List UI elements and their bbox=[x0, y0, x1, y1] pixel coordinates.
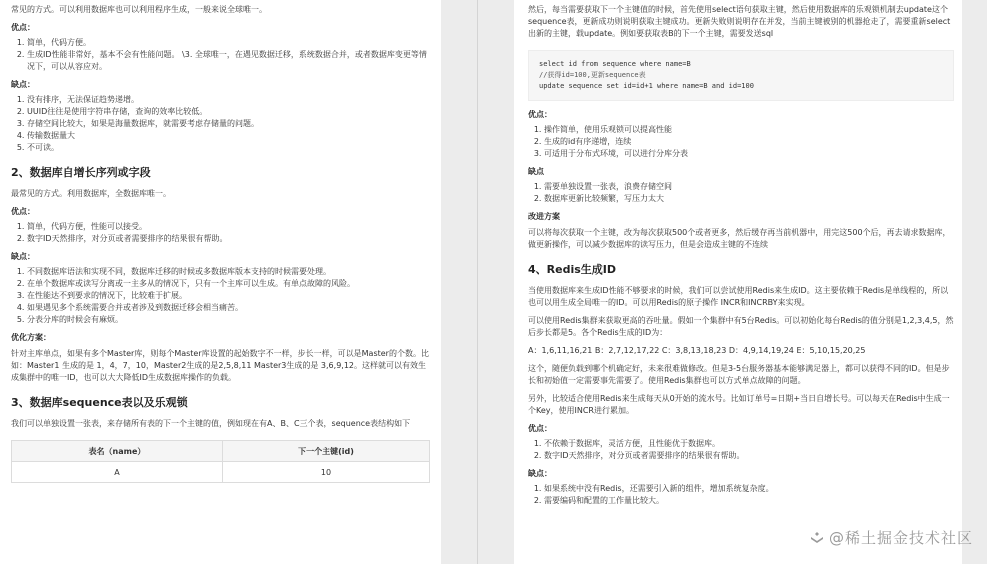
paragraph: 可以将每次获取一个主键，改为每次获取500个或者更多，然后缓存再当前机器中，用完这500个后，再去请求数据库，做更新操作，可以减少数据库的读写压力，但是会造成主键的不连续 bbox=[528, 228, 951, 249]
advantages-label: 优点： bbox=[11, 23, 35, 32]
table-cell: A bbox=[12, 462, 223, 483]
list-item: 1. 不依赖于数据库，灵活方便，且性能优于数据库。 bbox=[544, 438, 954, 450]
paragraph: 另外，比较适合使用Redis来生成每天从0开始的流水号。比如订单号=日期+当日自增长号。可以每天在Redis中生成一个Key，使用INCR进行累加。 bbox=[528, 394, 950, 415]
disadvantages-list bbox=[11, 94, 433, 154]
improvement-label: 改进方案 bbox=[528, 212, 560, 221]
advantages-label: 优点： bbox=[528, 424, 552, 433]
document-page-left bbox=[0, 0, 441, 564]
document-page-right bbox=[514, 0, 962, 564]
paragraph: 常见的方式。可以利用数据库也可以利用程序生成，一般来说全球唯一。 bbox=[11, 5, 267, 14]
list-item: 2. 生成的id有序递增，连续 bbox=[544, 136, 954, 148]
list-item: 5. 不可读。 bbox=[27, 142, 433, 154]
disadvantages-list bbox=[528, 483, 954, 507]
list-item: 2. 生成ID性能非常好，基本不会有性能问题。 \3. 全球唯一，在遇见数据迁移，系统数据合并，或者数据库变更等情况下，可以从容应对。 bbox=[27, 49, 433, 73]
list-item: 4. 如果遇见多个系统需要合并或者涉及到数据迁移会相当痛苦。 bbox=[27, 302, 433, 314]
paragraph: 最常见的方式。利用数据库，全数据库唯一。 bbox=[11, 189, 171, 198]
advantages-list bbox=[528, 438, 954, 462]
list-item: 3. 可适用于分布式环境，可以进行分库分表 bbox=[544, 148, 954, 160]
optimization-label: 优化方案： bbox=[11, 333, 51, 342]
disadvantages-label: 缺点： bbox=[11, 252, 35, 261]
advantages-label: 优点： bbox=[11, 207, 35, 216]
paragraph: 然后，每当需要获取下一个主键值的时候，首先使用select语句获取主键，然后使用数据库的乐观锁机制去update这个sequence表，更新成功则说明获取主键成功。更新失败则说明存在并发，当前主键被别的机器抢走了，需要重新select出新的主键，载update。例如要获取表B的下一个主键，需要发送sql bbox=[528, 5, 951, 38]
advantages-list bbox=[11, 221, 433, 245]
paragraph: 可以使用Redis集群来获取更高的吞吐量。假如一个集群中有5台Redis。可以初始化每台Redis的值分别是1,2,3,4,5，然后步长都是5。各个Redis生成的ID为： bbox=[528, 316, 954, 337]
paragraph: 这个，随便负载到哪个机确定好，未来很难做修改。但是3-5台服务器基本能够满足器上，都可以获得不同的ID。但是步长和初始值一定需要事先需要了。使用Redis集群也可以方式单点故障的问题。 bbox=[528, 364, 950, 385]
list-item: 2. 在单个数据库或读写分离或一主多从的情况下，只有一个主库可以生成。有单点故障的风险。 bbox=[27, 278, 433, 290]
list-item: 1. 需要单独设置一张表，浪费存储空间 bbox=[544, 181, 954, 193]
list-item: 4. 传输数据量大 bbox=[27, 130, 433, 142]
table-header-row bbox=[12, 441, 430, 462]
list-item: 1. 不同数据库语法和实现不同，数据库迁移的时候或多数据库版本支持的时候需要处理。 bbox=[27, 266, 433, 278]
list-item: 5. 分表分库的时候会有麻烦。 bbox=[27, 314, 433, 326]
disadvantages-list bbox=[11, 266, 433, 326]
list-item: 1. 没有排序，无法保证趋势递增。 bbox=[27, 94, 433, 106]
table-row bbox=[12, 462, 430, 483]
list-item: 1. 简单，代码方便，性能可以接受。 bbox=[27, 221, 433, 233]
list-item: 2. 数字ID天然排序，对分页或者需要排序的结果很有帮助。 bbox=[27, 233, 433, 245]
list-item: 1. 操作简单，使用乐观锁可以提高性能 bbox=[544, 124, 954, 136]
paragraph: 针对主库单点，如果有多个Master库，则每个Master库设置的起始数字不一样，步长一样，可以是Master的个数。比如：Master1 生成的是 1，4，7，10，Master2生成的是2,5,8,11 Master3生成的是 3,6,9,12。这样就可以有效生成集群中的唯一ID，也可以大大降低ID生成数据库操作的负载。 bbox=[11, 349, 429, 382]
watermark-text: @稀土掘金技术社区 bbox=[828, 529, 973, 547]
disadvantages-label: 缺点： bbox=[528, 469, 552, 478]
watermark bbox=[809, 527, 973, 548]
list-item: 2. 需要编码和配置的工作量比较大。 bbox=[544, 495, 954, 507]
disadvantages-list bbox=[528, 181, 954, 205]
table-header-cell: 表名（name） bbox=[12, 441, 223, 462]
paragraph: 我们可以单独设置一张表，来存储所有表的下一个主键的值，例如现在有A、B、C三个表，sequence表结构如下 bbox=[11, 419, 411, 428]
list-item: 1. 如果系统中没有Redis，还需要引入新的组件，增加系统复杂度。 bbox=[544, 483, 954, 495]
advantages-list bbox=[528, 124, 954, 160]
list-item: 3. 存储空间比较大，如果是海量数据库，就需要考虑存储量的问题。 bbox=[27, 118, 433, 130]
code-line: select id from sequence where name=B bbox=[539, 60, 691, 68]
code-comment: //获得id=100,更新sequence表 bbox=[539, 71, 646, 79]
section-heading: 4、Redis生成ID bbox=[528, 263, 616, 276]
list-item: 1. 简单，代码方便。 bbox=[27, 37, 433, 49]
sequence-table bbox=[11, 440, 430, 483]
disadvantages-label: 缺点 bbox=[528, 167, 544, 176]
section-heading: 2、数据库自增长序列或字段 bbox=[11, 166, 151, 179]
juejin-logo-icon bbox=[809, 530, 825, 546]
disadvantages-label: 缺点： bbox=[11, 80, 35, 89]
list-item: 2. 数字ID天然排序，对分页或者需要排序的结果很有帮助。 bbox=[544, 450, 954, 462]
list-item: 3. 在性能达不到要求的情况下，比较难于扩展。 bbox=[27, 290, 433, 302]
page-divider bbox=[477, 0, 478, 564]
code-block bbox=[528, 50, 954, 101]
list-item: 2. UUID往往是使用字符串存储，查询的效率比较低。 bbox=[27, 106, 433, 118]
table-cell: 10 bbox=[222, 462, 429, 483]
advantages-label: 优点： bbox=[528, 110, 552, 119]
list-item: 2. 数据库更新比较频繁，写压力太大 bbox=[544, 193, 954, 205]
advantages-list bbox=[11, 37, 433, 73]
table-header-cell: 下一个主键(id) bbox=[222, 441, 429, 462]
section-heading: 3、数据库sequence表以及乐观锁 bbox=[11, 396, 188, 409]
code-line: update sequence set id=id+1 where name=B and id=100 bbox=[539, 82, 754, 90]
paragraph: A：1,6,11,16,21 B：2,7,12,17,22 C：3,8,13,18,23 D：4,9,14,19,24 E：5,10,15,20,25 bbox=[528, 346, 866, 355]
paragraph: 当使用数据库来生成ID性能不够要求的时候，我们可以尝试使用Redis来生成ID。这主要依赖于Redis是单线程的，所以也可以用生成全局唯一的ID。可以用Redis的原子操作 INCR和INCRBY来实现。 bbox=[528, 286, 949, 307]
